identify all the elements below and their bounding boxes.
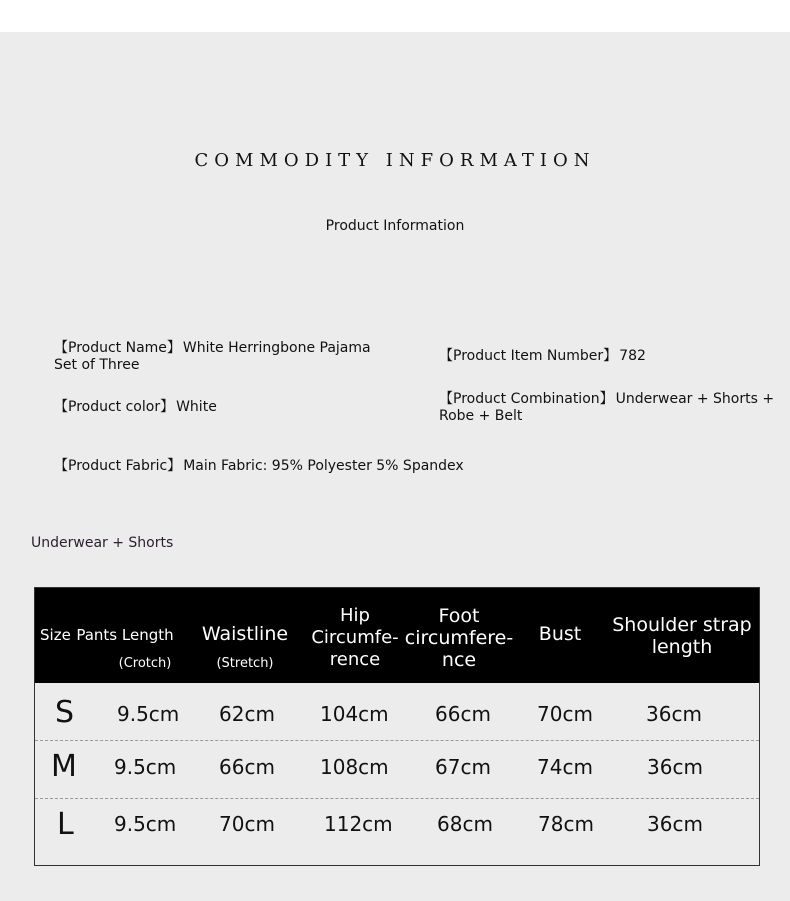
row-bust: 78cm (538, 812, 594, 836)
row-size: M (51, 749, 77, 784)
size-table (34, 587, 760, 866)
header-waistline: Waistline (201, 623, 289, 645)
header-foot-line1: Foot (438, 605, 480, 627)
header-pants-length: Pants Length (76, 626, 174, 644)
row-shoulder-strap: 36cm (647, 812, 703, 836)
row-shoulder-strap: 36cm (647, 755, 703, 779)
header-strap-line2: length (651, 636, 713, 658)
product-name-value-cont: Set of Three (54, 357, 140, 373)
header-waist-note: (Stretch) (216, 656, 274, 671)
row-pants-length: 9.5cm (117, 702, 180, 726)
header-pants-note: (Crotch) (118, 656, 172, 671)
row-size: S (55, 695, 75, 730)
header-foot (403, 605, 515, 671)
fabric-value: Main Fabric: 95% Polyester 5% Spandex (183, 458, 464, 474)
product-name-field (54, 340, 371, 374)
product-combination-field (439, 391, 774, 425)
commodity-heading: COMMODITY INFORMATION (194, 150, 596, 171)
header-shoulder-strap (607, 614, 757, 658)
item-number-value: 782 (619, 348, 646, 364)
row-hip: 112cm (324, 812, 393, 836)
item-number-key: 【Product Item Number】 (439, 348, 618, 364)
row-waistline: 70cm (219, 812, 275, 836)
row-hip: 104cm (320, 702, 389, 726)
product-fabric-field (54, 458, 464, 475)
header-foot-line3: nce (441, 649, 477, 671)
table-row (35, 741, 759, 799)
header-bust: Bust (538, 623, 582, 645)
row-foot: 67cm (435, 755, 491, 779)
table-row (35, 795, 759, 852)
product-color-key: 【Product color】 (54, 399, 175, 415)
row-foot: 66cm (435, 702, 491, 726)
combination-value: Underwear + Shorts + (615, 391, 775, 407)
row-bust: 74cm (537, 755, 593, 779)
product-color-field (54, 399, 217, 416)
row-bust: 70cm (537, 702, 593, 726)
product-color-value: White (176, 399, 217, 415)
header-strap-line1: Shoulder strap (612, 614, 752, 636)
combination-value-cont: Robe + Belt (439, 408, 523, 424)
header-size: Size (40, 626, 71, 644)
row-size: L (57, 807, 74, 842)
row-waistline: 62cm (219, 702, 275, 726)
header-foot-line2: circumfere- (404, 627, 514, 649)
header-hip-line2: Circumfe- (311, 627, 399, 648)
product-name-value: White Herringbone Pajama (182, 340, 371, 356)
size-table-header (35, 588, 759, 683)
combination-key: 【Product Combination】 (439, 391, 614, 407)
size-table-label: Underwear + Shorts (31, 535, 174, 551)
row-pants-length: 9.5cm (114, 812, 177, 836)
product-name-key: 【Product Name】 (54, 340, 181, 356)
row-hip: 108cm (320, 755, 389, 779)
header-hip-line3: rence (329, 649, 381, 670)
table-row (35, 683, 759, 741)
product-info-subheading: Product Information (325, 218, 465, 234)
row-foot: 68cm (437, 812, 493, 836)
row-shoulder-strap: 36cm (646, 702, 702, 726)
row-pants-length: 9.5cm (114, 755, 177, 779)
fabric-key: 【Product Fabric】 (54, 458, 182, 474)
header-hip (305, 605, 405, 671)
row-waistline: 66cm (219, 755, 275, 779)
product-item-number-field (439, 348, 646, 365)
header-hip-line1: Hip (340, 605, 370, 626)
